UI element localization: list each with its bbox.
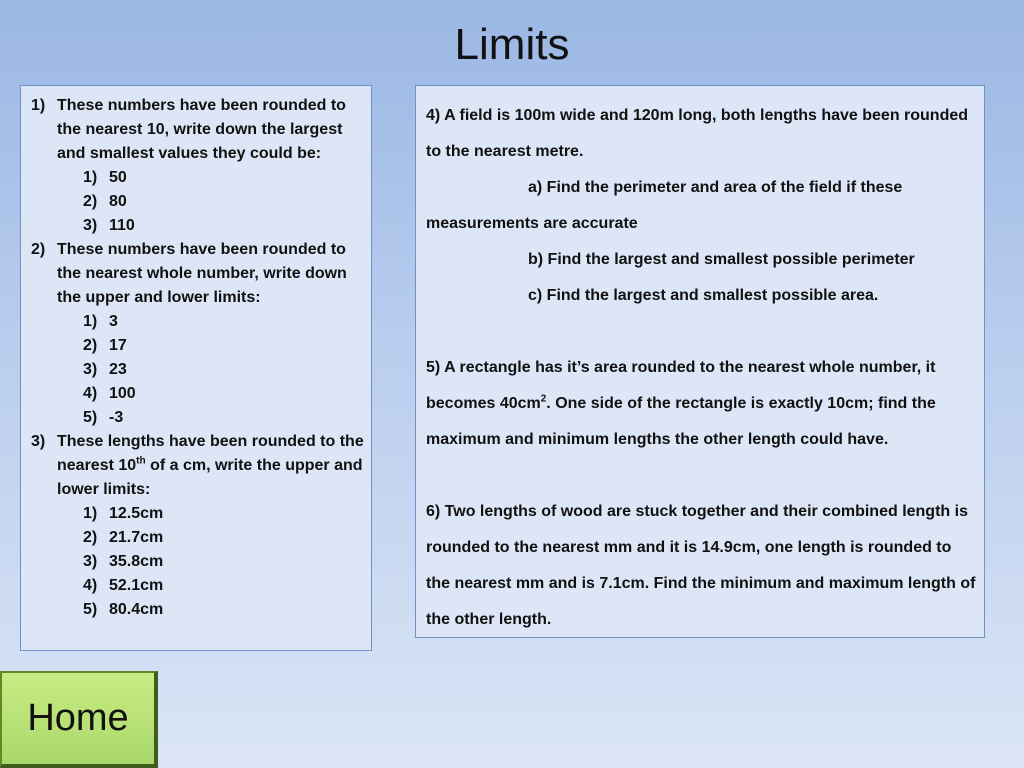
list-item — [31, 358, 365, 382]
list-item — [31, 526, 365, 550]
question-1-number: 1) — [31, 97, 46, 114]
list-item-number: 4) — [83, 385, 98, 402]
list-item-value: 3 — [109, 313, 118, 330]
question-3-text — [57, 430, 365, 502]
list-item-value: 52.1cm — [109, 577, 164, 594]
right-question-panel — [415, 85, 985, 638]
list-item — [31, 334, 365, 358]
list-item — [31, 214, 365, 238]
list-item-number: 4) — [83, 577, 98, 594]
list-item-value: 35.8cm — [109, 553, 164, 570]
question-1-text: These numbers have been rounded to the nearest 10, write down the largest and smallest values they could be: — [57, 97, 346, 162]
question-3-text-end: of a cm, write the upper and lower limits: — [57, 457, 363, 498]
left-question-panel — [20, 85, 372, 651]
ordinal-superscript: th — [136, 455, 146, 467]
question-5-text-end: . One side of the rectangle is exactly 10cm; find the maximum and minimum lengths the other length could have. — [426, 395, 936, 448]
list-item-value: 12.5cm — [109, 505, 164, 522]
question-4-intro: 4) A field is 100m wide and 120m long, both lengths have been rounded to the nearest metre. — [426, 107, 969, 160]
question-1 — [31, 94, 365, 166]
list-item-value: 23 — [109, 361, 127, 378]
list-item — [31, 310, 365, 334]
question-3-number: 3) — [31, 433, 46, 450]
list-item — [31, 190, 365, 214]
list-item-number: 1) — [83, 505, 98, 522]
list-item — [31, 406, 365, 430]
question-4-part-c: c) Find the largest and smallest possible area. — [528, 287, 879, 304]
list-item-value: -3 — [109, 409, 124, 426]
question-5 — [426, 350, 976, 458]
list-item-number: 1) — [83, 169, 98, 186]
spacer — [426, 314, 976, 350]
question-4-part-b: b) Find the largest and smallest possible perimeter — [528, 251, 915, 268]
question-3-text-start: These lengths have been rounded to the nearest 10 — [57, 433, 364, 474]
spacer — [426, 458, 976, 494]
list-item — [31, 382, 365, 406]
home-button[interactable]: Home — [0, 671, 158, 768]
list-item-number: 3) — [83, 553, 98, 570]
list-item — [31, 574, 365, 598]
list-item-value: 50 — [109, 169, 127, 186]
list-item-value: 100 — [109, 385, 136, 402]
list-item — [31, 166, 365, 190]
question-4-part-a: a) Find the perimeter and area of the field if these — [528, 179, 903, 196]
list-item-number: 5) — [83, 409, 98, 426]
list-item-value: 17 — [109, 337, 127, 354]
list-item-value: 80 — [109, 193, 127, 210]
list-item-number: 2) — [83, 193, 98, 210]
question-4-part-a-continued: measurements are accurate — [426, 215, 638, 232]
list-item — [31, 502, 365, 526]
question-3 — [31, 430, 365, 502]
list-item — [31, 598, 365, 622]
list-item-number: 2) — [83, 529, 98, 546]
list-item — [31, 550, 365, 574]
slide-title: Limits — [454, 20, 570, 69]
list-item-number: 3) — [83, 361, 98, 378]
question-2-text: These numbers have been rounded to the nearest whole number, write down the upper and lower limits: — [57, 241, 347, 306]
list-item-value: 21.7cm — [109, 529, 164, 546]
list-item-number: 1) — [83, 313, 98, 330]
list-item-value: 80.4cm — [109, 601, 164, 618]
list-item-number: 2) — [83, 337, 98, 354]
list-item-number: 3) — [83, 217, 98, 234]
question-6: 6) Two lengths of wood are stuck together and their combined length is rounded to the nearest mm and it is 14.9cm, one length is rounded to the nearest mm and is 7.1cm. Find the minimum and maximum length of the other length. — [426, 503, 976, 628]
question-2 — [31, 238, 365, 310]
question-5-text-start: 5) A rectangle has it’s area rounded to the nearest whole number, it becomes 40cm — [426, 359, 936, 412]
list-item-number: 5) — [83, 601, 98, 618]
question-2-number: 2) — [31, 241, 46, 258]
squared-superscript: 2 — [540, 393, 547, 405]
list-item-value: 110 — [109, 217, 135, 234]
